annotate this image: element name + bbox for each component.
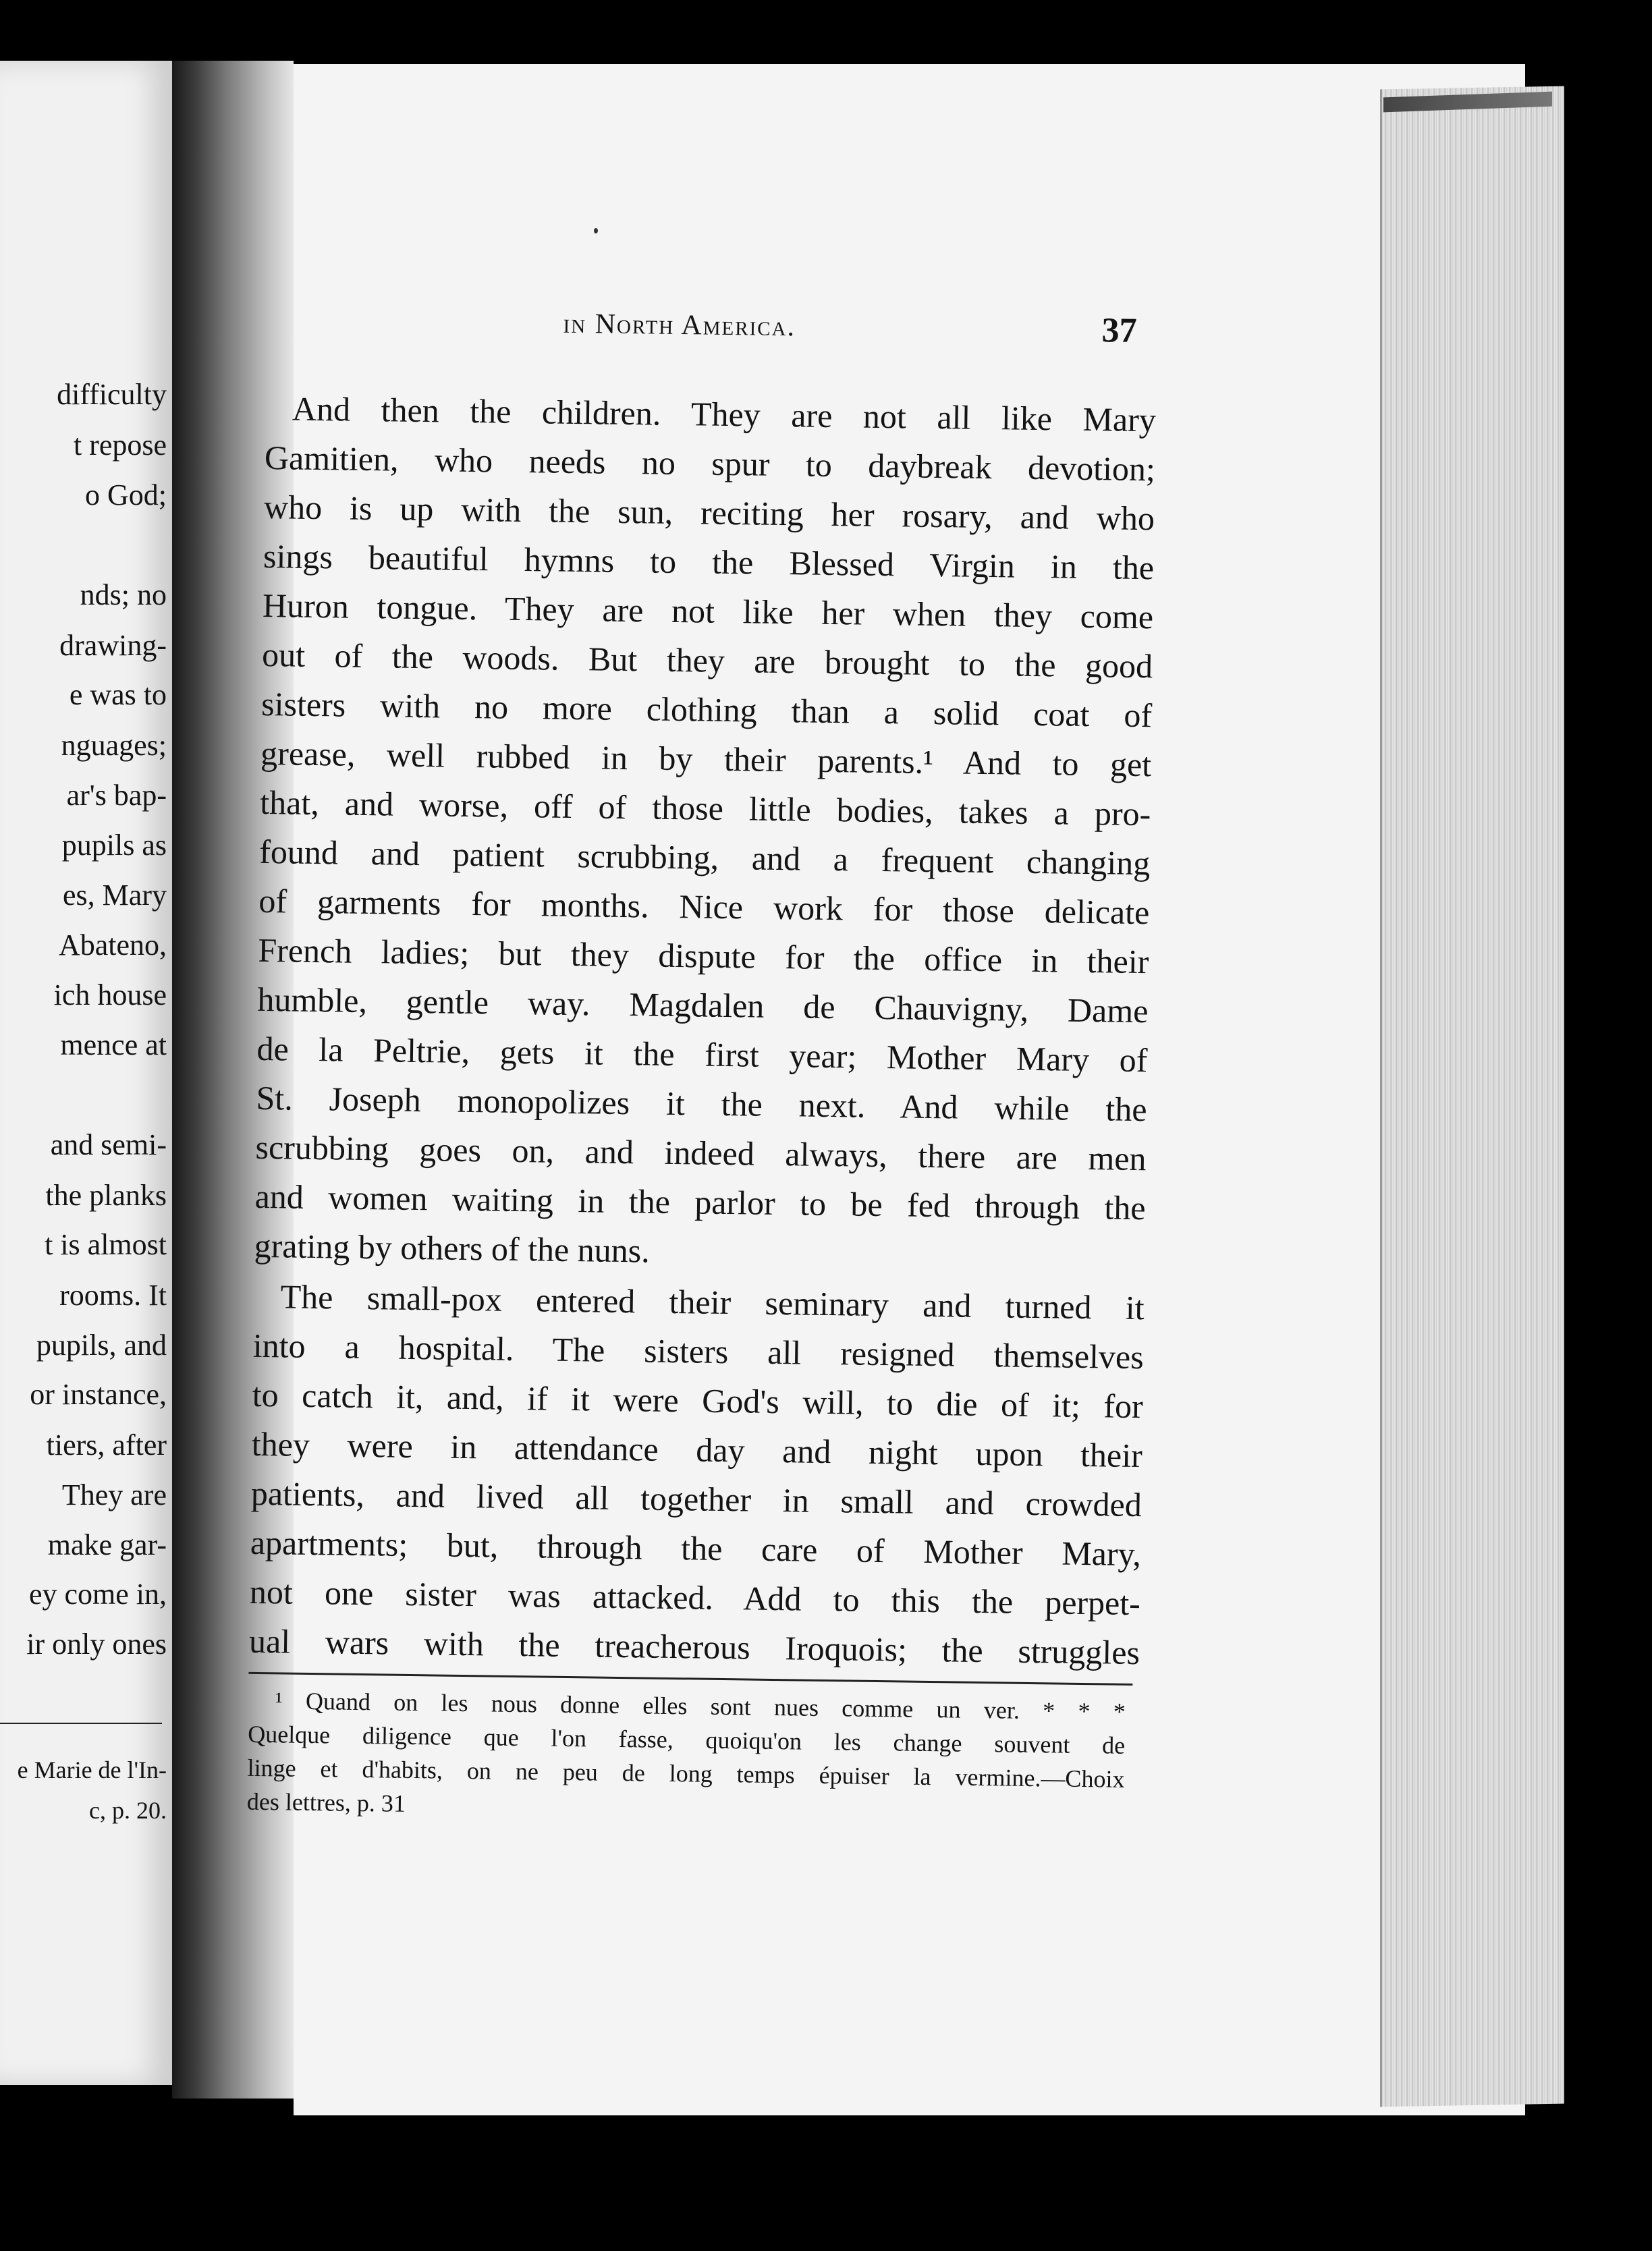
body-line: into a hospital. The sisters all resigned themselves [252, 1326, 1145, 1377]
left-page-line: ar's bap- [66, 779, 167, 812]
body-line: grating by others of the nuns. [254, 1226, 651, 1270]
left-page-line: pupils as [61, 829, 167, 862]
left-page-line: rooms. It [59, 1279, 167, 1312]
body-line: found and patient scrubbing, and a frequent changing [259, 832, 1151, 883]
footnote-line: ¹ Quand on les nous donne elles sont nues comme un ver. * * * [275, 1687, 1126, 1725]
left-page-line: or instance, [30, 1378, 167, 1411]
left-page-line: nds; no [80, 578, 167, 611]
body-line: humble, gentle way. Magdalen de Chauvigny, Dame [257, 980, 1149, 1030]
left-page-line: ich house [53, 978, 167, 1011]
page-text-block [246, 304, 1157, 1901]
body-line: apartments; but, through the care of Mother Mary, [250, 1523, 1142, 1574]
left-page-line: drawing- [59, 629, 167, 662]
body-line: St. Joseph monopolizes it the next. And while the [256, 1078, 1147, 1129]
body-line: Gamitien, who needs no spur to daybreak devotion; [264, 438, 1156, 489]
footnote-line: des lettres, p. 31 [246, 1787, 406, 1817]
page-edges [1380, 86, 1564, 2107]
left-page-line: t repose [73, 428, 167, 462]
body-line: out of the woods. But they are brought to the good [261, 635, 1153, 686]
body-line: patients, and lived all together in small and crowded [250, 1474, 1142, 1524]
body-line: sisters with no more clothing than a solid coat of [260, 684, 1153, 735]
left-page-note: c, p. 20. [89, 1797, 167, 1824]
left-page-line: nguages; [61, 729, 167, 762]
body-line: that, and worse, off of those little bodies, takes a pro- [259, 783, 1151, 833]
body-line: not one sister was attacked. Add to this the perpet- [249, 1572, 1141, 1623]
left-page-line: tiers, after [46, 1428, 167, 1462]
body-line: French ladies; but they dispute for the office in their [258, 930, 1149, 981]
body-line: and women waiting in the parlor to be fed through the [254, 1177, 1146, 1227]
body-line: they were in attendance day and night upon their [251, 1424, 1143, 1475]
left-page-line: They are [61, 1478, 167, 1511]
body-line: sings beautiful hymns to the Blessed Virgin in the [263, 536, 1155, 587]
left-page-line: pupils, and [36, 1329, 167, 1362]
left-page-note: e Marie de l'In- [17, 1756, 167, 1783]
body-line: to catch it, and, if it were God's will, to die of it; for [252, 1375, 1144, 1426]
body-line: who is up with the sun, reciting her rosary, and who [263, 487, 1155, 538]
left-page-line: and semi- [50, 1128, 167, 1161]
left-page-line: e was to [69, 678, 167, 711]
left-page-line: t is almost [45, 1228, 167, 1261]
left-page-line: make gar- [47, 1528, 167, 1561]
body-line: ual wars with the treacherous Iroquois; the struggles [248, 1621, 1140, 1672]
left-page [0, 61, 172, 2085]
body-line: The small-pox entered their seminary and turned it [280, 1277, 1145, 1327]
left-footnote-rule [0, 1723, 162, 1724]
body-line: of garments for months. Nice work for those delicate [258, 881, 1150, 932]
left-page-line: Abateno, [58, 928, 167, 962]
left-page-line: ey come in, [28, 1578, 167, 1611]
left-page-line: mence at [60, 1028, 167, 1061]
footnote-rule [248, 1672, 1132, 1686]
left-page-line: difficulty [57, 378, 167, 411]
ink-speck [594, 228, 598, 233]
left-page-line: es, Mary [63, 879, 167, 912]
left-page-line: o God; [85, 478, 167, 511]
body-line: grease, well rubbed in by their parents.¹ And to get [260, 733, 1152, 784]
body-line: And then the children. They are not all like Mary [292, 389, 1157, 439]
footnote-line: linge et d'habits, on ne peu de long temps épuiser la vermine.—Choix [247, 1754, 1125, 1793]
left-page-line: ir only ones [26, 1628, 167, 1661]
footnote-line: Quelque diligence que l'on fasse, quoiqu'on les change souvent de [247, 1720, 1126, 1759]
running-head: in North America. [563, 308, 796, 343]
body-line: scrubbing goes on, and indeed always, there are men [255, 1128, 1147, 1178]
body-line: de la Peltrie, gets it the first year; Mother Mary of [256, 1029, 1148, 1080]
page-number: 37 [1101, 311, 1137, 350]
left-page-line: the planks [45, 1179, 167, 1212]
body-line: Huron tongue. They are not like her when they come [262, 586, 1154, 636]
